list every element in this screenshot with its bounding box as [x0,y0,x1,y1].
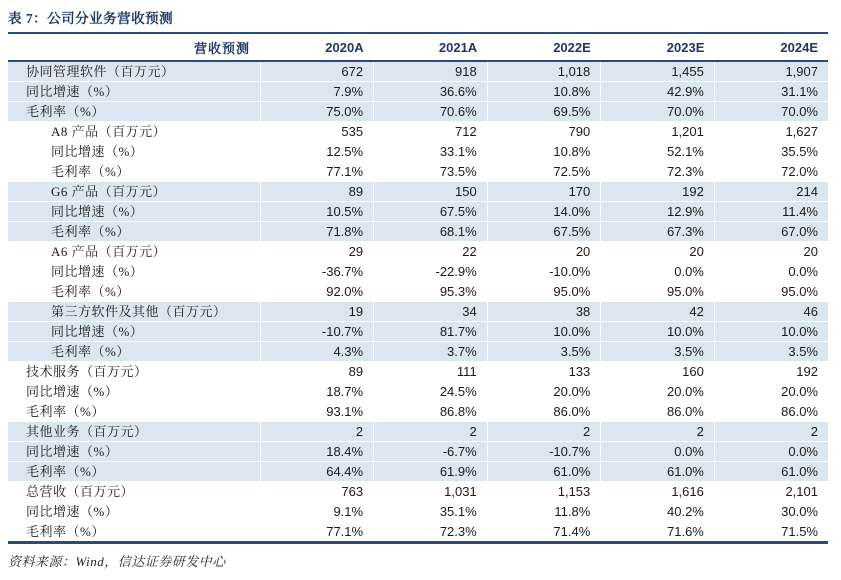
table-row [8,342,828,362]
cell-value: 81.7% [374,322,488,342]
cell-value: 68.1% [374,222,488,242]
cell-value: -36.7% [260,262,374,282]
row-label: 毛利率（%） [8,162,260,182]
cell-value: 20.0% [601,382,715,402]
cell-value: 150 [374,182,488,202]
row-label: 同比增速（%） [8,382,260,402]
table-row [8,282,828,302]
table-row [8,242,828,262]
table-row [8,182,828,202]
cell-value: 35.1% [374,502,488,522]
row-label: 同比增速（%） [8,322,260,342]
cell-value: 67.3% [601,222,715,242]
cell-value: 72.5% [487,162,601,182]
cell-value: 70.0% [601,102,715,122]
cell-value: 70.6% [374,102,488,122]
cell-value: 712 [374,122,488,142]
cell-value: 1,907 [714,61,828,82]
cell-value: 10.5% [260,202,374,222]
table-row [8,422,828,442]
column-header-year: 2022E [487,33,601,61]
row-label: 协同管理软件（百万元） [8,61,260,82]
cell-value: 20.0% [487,382,601,402]
cell-value: 72.3% [374,522,488,543]
cell-value: 672 [260,61,374,82]
table-row [8,482,828,502]
table-row [8,202,828,222]
row-label: 同比增速（%） [8,202,260,222]
cell-value: 20.0% [714,382,828,402]
cell-value: 20 [601,242,715,262]
column-header-year: 2024E [714,33,828,61]
cell-value: 3.7% [374,342,488,362]
cell-value: -10.7% [487,442,601,462]
column-header-year: 2020A [260,33,374,61]
cell-value: 12.5% [260,142,374,162]
cell-value: 40.2% [601,502,715,522]
table-row [8,82,828,102]
cell-value: 1,201 [601,122,715,142]
cell-value: 72.3% [601,162,715,182]
cell-value: 95.0% [601,282,715,302]
cell-value: 18.7% [260,382,374,402]
cell-value: 10.8% [487,142,601,162]
table-header-row [8,33,828,61]
cell-value: 1,627 [714,122,828,142]
row-label: 毛利率（%） [8,282,260,302]
column-header-year: 2023E [601,33,715,61]
cell-value: 67.5% [374,202,488,222]
cell-value: 61.9% [374,462,488,482]
cell-value: 2 [260,422,374,442]
table-row [8,302,828,322]
row-label: 第三方软件及其他（百万元） [8,302,260,322]
cell-value: 0.0% [601,442,715,462]
cell-value: 2 [601,422,715,442]
cell-value: 89 [260,362,374,382]
revenue-forecast-table [8,32,828,544]
cell-value: 42 [601,302,715,322]
cell-value: 1,031 [374,482,488,502]
cell-value: 71.6% [601,522,715,543]
cell-value: 89 [260,182,374,202]
cell-value: 42.9% [601,82,715,102]
cell-value: 111 [374,362,488,382]
cell-value: 71.8% [260,222,374,242]
row-label: 毛利率（%） [8,522,260,543]
row-label: 毛利率（%） [8,222,260,242]
table-row [8,402,828,422]
table-row [8,442,828,462]
row-label: 总营收（百万元） [8,482,260,502]
cell-value: 11.8% [487,502,601,522]
row-label: 同比增速（%） [8,442,260,462]
cell-value: 535 [260,122,374,142]
table-row [8,102,828,122]
cell-value: 61.0% [487,462,601,482]
cell-value: 31.1% [714,82,828,102]
cell-value: 4.3% [260,342,374,362]
cell-value: 61.0% [601,462,715,482]
table-row [8,522,828,543]
source-note: 资料来源：Wind，信达证券研发中心 [8,554,226,569]
row-label: 毛利率（%） [8,342,260,362]
cell-value: 918 [374,61,488,82]
row-label: A8 产品（百万元） [8,122,260,142]
table-row [8,502,828,522]
cell-value: 72.0% [714,162,828,182]
cell-value: 133 [487,362,601,382]
cell-value: 95.0% [487,282,601,302]
cell-value: 2 [487,422,601,442]
column-header-label: 营收预测 [8,33,260,61]
table-row [8,322,828,342]
column-header-year: 2021A [374,33,488,61]
cell-value: 69.5% [487,102,601,122]
cell-value: 95.3% [374,282,488,302]
cell-value: 12.9% [601,202,715,222]
table-row [8,222,828,242]
cell-value: 70.0% [714,102,828,122]
cell-value: 10.8% [487,82,601,102]
cell-value: 52.1% [601,142,715,162]
cell-value: 20 [487,242,601,262]
cell-value: 763 [260,482,374,502]
table-body [8,61,828,543]
cell-value: 46 [714,302,828,322]
table-row [8,462,828,482]
cell-value: 19 [260,302,374,322]
cell-value: 10.0% [601,322,715,342]
row-label: 技术服务（百万元） [8,362,260,382]
cell-value: 73.5% [374,162,488,182]
cell-value: 36.6% [374,82,488,102]
cell-value: 214 [714,182,828,202]
cell-value: 192 [714,362,828,382]
table-row [8,142,828,162]
cell-value: 38 [487,302,601,322]
cell-value: 3.5% [714,342,828,362]
cell-value: 170 [487,182,601,202]
cell-value: 3.5% [601,342,715,362]
cell-value: 86.0% [601,402,715,422]
cell-value: 2,101 [714,482,828,502]
row-label: 同比增速（%） [8,142,260,162]
cell-value: 7.9% [260,82,374,102]
cell-value: 11.4% [714,202,828,222]
cell-value: 0.0% [601,262,715,282]
cell-value: 86.8% [374,402,488,422]
row-label: 同比增速（%） [8,502,260,522]
cell-value: 67.5% [487,222,601,242]
cell-value: 61.0% [714,462,828,482]
row-label: 同比增速（%） [8,262,260,282]
cell-value: 77.1% [260,162,374,182]
cell-value: -22.9% [374,262,488,282]
cell-value: 18.4% [260,442,374,462]
row-label: 毛利率（%） [8,102,260,122]
table-row [8,61,828,82]
cell-value: 75.0% [260,102,374,122]
cell-value: 3.5% [487,342,601,362]
cell-value: 86.0% [714,402,828,422]
row-label: A6 产品（百万元） [8,242,260,262]
table-row [8,162,828,182]
cell-value: -10.0% [487,262,601,282]
table-row [8,262,828,282]
cell-value: 86.0% [487,402,601,422]
cell-value: 160 [601,362,715,382]
cell-value: -10.7% [260,322,374,342]
cell-value: 1,616 [601,482,715,502]
table-row [8,122,828,142]
cell-value: 71.4% [487,522,601,543]
row-label: 其他业务（百万元） [8,422,260,442]
cell-value: 0.0% [714,262,828,282]
cell-value: 24.5% [374,382,488,402]
cell-value: 67.0% [714,222,828,242]
cell-value: 14.0% [487,202,601,222]
row-label: G6 产品（百万元） [8,182,260,202]
cell-value: 30.0% [714,502,828,522]
row-label: 毛利率（%） [8,462,260,482]
cell-value: 9.1% [260,502,374,522]
cell-value: 71.5% [714,522,828,543]
cell-value: 64.4% [260,462,374,482]
cell-value: 2 [714,422,828,442]
cell-value: 1,153 [487,482,601,502]
cell-value: 192 [601,182,715,202]
cell-value: 20 [714,242,828,262]
cell-value: 93.1% [260,402,374,422]
cell-value: 33.1% [374,142,488,162]
cell-value: 1,455 [601,61,715,82]
cell-value: 77.1% [260,522,374,543]
row-label: 同比增速（%） [8,82,260,102]
cell-value: 95.0% [714,282,828,302]
cell-value: 10.0% [714,322,828,342]
cell-value: 35.5% [714,142,828,162]
table-title: 表 7：公司分业务营收预测 [8,11,174,26]
cell-value: 29 [260,242,374,262]
cell-value: 0.0% [714,442,828,462]
cell-value: 92.0% [260,282,374,302]
table-row [8,362,828,382]
cell-value: 10.0% [487,322,601,342]
row-label: 毛利率（%） [8,402,260,422]
cell-value: 1,018 [487,61,601,82]
cell-value: -6.7% [374,442,488,462]
cell-value: 2 [374,422,488,442]
cell-value: 22 [374,242,488,262]
cell-value: 34 [374,302,488,322]
table-row [8,382,828,402]
cell-value: 790 [487,122,601,142]
